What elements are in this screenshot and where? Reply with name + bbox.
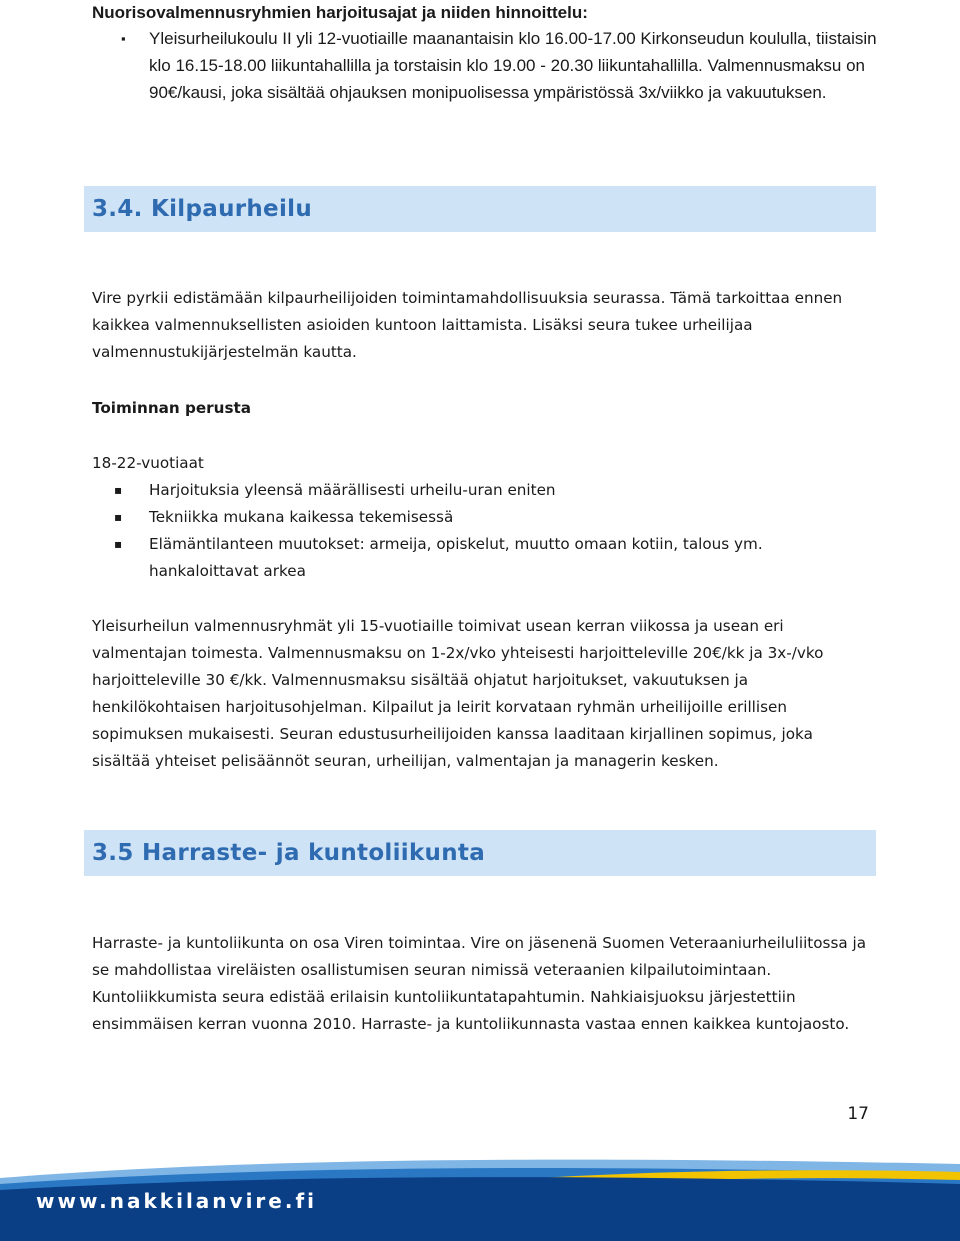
square-bullet-icon: ▪: [121, 31, 126, 46]
top-bullet-list: [92, 25, 882, 106]
kilpaurheilu-intro: Vire pyrkii edistämään kilpaurheilijoiden toimintamahdollisuuksia seurassa. Tämä tarkoittaa ennen kaikkea valmennuksellisten asioiden kuntoon laittamista. Lisäksi seura tukee urheilijaa valmennustukijärjestelmän kautta.: [92, 289, 843, 361]
valmennusryhmat-paragraph: Yleisurheilun valmennusryhmät yli 15-vuotiaille toimivat usean kerran viikossa ja usean eri valmentajan toimesta. Valmennusmaksu on 1-2x/vko yhteisesti harjoitteleville 20€/kk ja 3x-/vko harjoitteleville 30 €/kk. Valmennusmaksu sisältää ohjatut harjoitukset, vakuutuksen ja henkilökohtaisen harjoitusohjelman. Kilpailut ja leirit korvataan ryhmän urheilijoille erillisen sopimuksen mukaisesti. Seuran edustusurheilijoiden kanssa laaditaan kirjallinen sopimus, joka sisältää yhteiset pelisäännöt seuran, urheilijan, valmentajan ja managerin kesken.: [92, 617, 824, 770]
page-number: 17: [847, 1104, 869, 1124]
list-item: [92, 531, 874, 585]
footer-website-url: www.nakkilanvire.fi: [36, 1189, 318, 1213]
square-bullet-icon: ▪: [114, 483, 123, 497]
list-item: [92, 477, 874, 504]
square-bullet-icon: ▪: [114, 510, 123, 524]
training-prices-heading: Nuorisovalmennusryhmien harjoitusajat ja niiden hinnoittelu:: [92, 3, 588, 22]
footer-banner: [0, 1156, 960, 1241]
perusta-bullet-list: [92, 477, 874, 585]
age-group-label: 18-22-vuotiaat: [92, 454, 204, 472]
list-item: [92, 504, 874, 531]
bullet-text: Yleisurheilukoulu II yli 12-vuotiaille maanantaisin klo 16.00-17.00 Kirkonseudun koululla, tiistaisin klo 16.15-18.00 liikuntahallilla ja torstaisin klo 19.00 - 20.30 liikuntahallilla. Valmennusmaksu on 90€/kausi, joka sisältää ohjauksen monipuolisessa ympäristössä 3x/viikko ja vakuutuksen.: [149, 29, 877, 102]
bullet-text: Harjoituksia yleensä määrällisesti urheilu-uran eniten: [149, 481, 556, 499]
section-title-harraste: 3.5 Harraste- ja kuntoliikunta: [92, 840, 486, 866]
harraste-paragraph: Harraste- ja kuntoliikunta on osa Viren toimintaa. Vire on jäsenenä Suomen Veteraaniurheiluliitossa ja se mahdollistaa vireläisten osallistumisen seuran nimissä veteraanien kilpailutoimintaan. Kuntoliikkumista seura edistää erilaisin kuntoliikuntatapahtumin. Nahkiaisjuoksu järjestettiin ensimmäisen kerran vuonna 2010. Harraste- ja kuntoliikunnasta vastaa ennen kaikkea kuntojaosto.: [92, 934, 867, 1033]
bullet-text: Tekniikka mukana kaikessa tekemisessä: [149, 508, 454, 526]
section-title-kilpaurheilu: 3.4. Kilpaurheilu: [92, 196, 312, 222]
list-item: [92, 25, 882, 106]
bullet-text: Elämäntilanteen muutokset: armeija, opiskelut, muutto omaan kotiin, talous ym. hankaloittavat arkea: [149, 535, 763, 580]
section-heading-band: [84, 186, 876, 232]
section-heading-band: [84, 830, 876, 876]
square-bullet-icon: ▪: [114, 537, 123, 551]
toiminnan-perusta-heading: Toiminnan perusta: [92, 399, 252, 417]
